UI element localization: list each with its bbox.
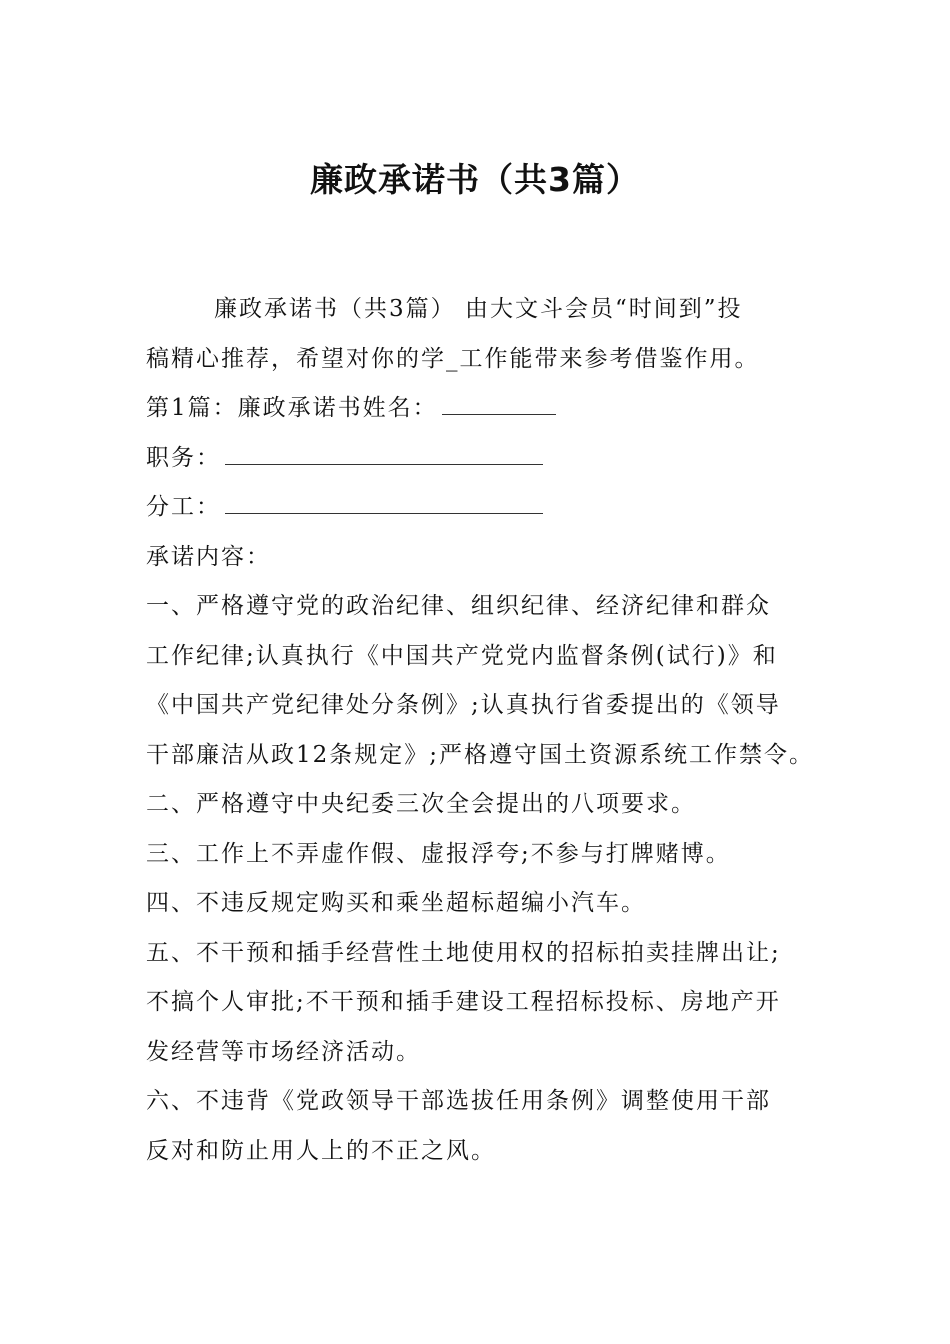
commitment-line: 不搞个人审批;不干预和插手建设工程招标投标、房地产开 xyxy=(146,989,781,1015)
commitment-line: 一、严格遵守党的政治纪律、组织纪律、经济纪律和群众 xyxy=(146,593,771,619)
commitment-line: 三、工作上不弄虚作假、虚报浮夸;不参与打牌赌博。 xyxy=(146,840,731,867)
commitment-item-4 xyxy=(146,879,826,929)
division-field-blank xyxy=(225,491,543,514)
commitment-line: 发经营等市场经济活动。 xyxy=(146,1038,421,1065)
name-field-row xyxy=(146,384,826,434)
division-field-row xyxy=(146,483,826,533)
commitment-line: 干部廉洁从政12条规定》;严格遵守国土资源系统工作禁令。 xyxy=(146,741,815,768)
position-field-row xyxy=(146,434,826,484)
document-title: 廉政承诺书（共3篇） xyxy=(310,160,640,199)
commitment-line: 工作纪律;认真执行《中国共产党党内监督条例(试行)》和 xyxy=(146,642,778,669)
section-heading: 承诺内容： xyxy=(146,543,271,570)
name-field-label: 第1篇：廉政承诺书姓名： xyxy=(146,395,438,421)
division-field-label: 分工： xyxy=(146,494,221,520)
commitment-item-1 xyxy=(146,582,826,780)
commitment-item-3 xyxy=(146,830,826,880)
commitment-item-6 xyxy=(146,1077,826,1176)
document-body xyxy=(146,285,826,1176)
commitment-line: 五、不干预和插手经营性土地使用权的招标拍卖挂牌出让; xyxy=(146,939,781,966)
commitment-line: 《中国共产党纪律处分条例》;认真执行省委提出的《领导 xyxy=(146,692,781,718)
position-field-label: 职务： xyxy=(146,444,221,471)
intro-line-1: 廉政承诺书（共3篇） 由大文斗会员“时间到”投 xyxy=(214,296,743,322)
intro-line-2: 稿精心推荐，希望对你的学_工作能带来参考借鉴作用。 xyxy=(146,345,760,372)
commitment-item-5 xyxy=(146,929,826,1078)
position-field-blank xyxy=(225,442,543,465)
commitment-line: 二、严格遵守中央纪委三次全会提出的八项要求。 xyxy=(146,791,696,817)
commitment-line: 四、不违反规定购买和乘坐超标超编小汽车。 xyxy=(146,890,646,916)
commitment-item-2 xyxy=(146,780,826,830)
commitment-line: 反对和防止用人上的不正之风。 xyxy=(146,1137,496,1164)
commitment-line: 六、不违背《党政领导干部选拔任用条例》调整使用干部 xyxy=(146,1088,771,1114)
name-field-blank xyxy=(442,392,556,415)
